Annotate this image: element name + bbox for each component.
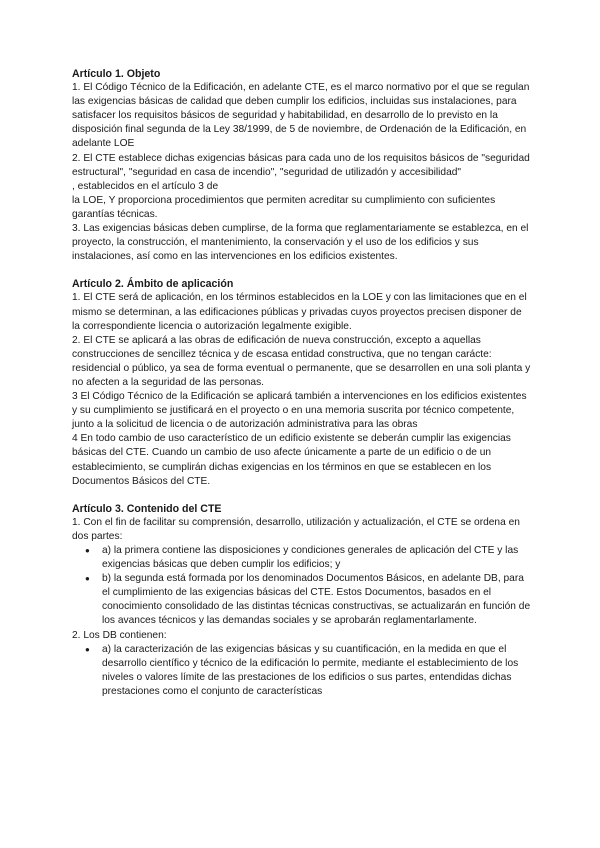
document-page	[72, 67, 532, 699]
article-3-db-list	[72, 643, 532, 699]
article-2-paragraph: 1. El CTE será de aplicación, en los términos establecidos en la LOE y con las limitaciones que en el mismo se determinan, a las edificaciones públicas y privadas cuyos proyectos precisen disponer de la correspondiente licencia o autorización legalmente exigible.	[72, 292, 527, 332]
article-3-title: Artículo 3. Contenido del CTE	[72, 502, 222, 515]
article-1-paragraph: 1. El Código Técnico de la Edificación, en adelante CTE, es el marco normativo por el que se regulan las exigencias básicas de calidad que deben cumplir los edificios, incluidas sus instalaciones, para satisfacer los requisitos básicos de seguridad y habitabilidad, en desarrollo de lo previsto en la disposición final segunda de la Ley 38/1999, de 5 de noviembre, de Ordenación de la Edificación, en adelante LOE	[72, 82, 530, 150]
article-1-title: Artículo 1. Objeto	[72, 68, 161, 80]
list-item: ● b) la segunda está formada por los denominados Documentos Básicos, en adelante DB, para el cumplimiento de las exigencias básicas del CTE. Estos Documentos, basados en el conocimiento consolidado de las distintas técnicas constructivas, se actualizarán en función de los avances técnicos y las demandas sociales y se aprobarán reglamentarlamente.	[102, 572, 532, 628]
article-1-paragraph: 3. Las exigencias básicas deben cumplirse, de la forma que reglamentariamente se establezca, en el proyecto, la construcción, el mantenimiento, la conservación y el uso de los edificios y sus instalaciones, así como en las intervenciones en los edificios existentes.	[72, 223, 529, 263]
list-item: ● a) la primera contiene las disposiciones y condiciones generales de aplicación del CTE y las exigencias básicas que deben cumplir los edificios; y	[102, 544, 532, 572]
article-1	[72, 67, 532, 264]
article-1-paragraph: , establecidos en el artículo 3 de	[72, 180, 219, 192]
article-3-intro: 1. Con el fin de facilitar su comprensión, desarrollo, utilización y actualización, el CTE se ordena en dos partes:	[72, 516, 520, 542]
article-2-paragraph: 4 En todo cambio de uso característico de un edificio existente se deberán cumplir las exigencias básicas del CTE. Cuando un cambio de uso afecte únicamente a parte de un edificio o de un establecimiento, se cumplirán dichas exigencias en los términos en que se establecen en los Documentos Básicos del CTE.	[72, 433, 511, 487]
article-3	[72, 502, 532, 699]
article-3-parts-list	[72, 544, 532, 629]
article-1-paragraph: 2. El CTE establece dichas exigencias básicas para cada uno de los requisitos básicos de "seguridad estructural", "seguridad en casa de incendio", "seguridad de utilizadón y accesibilidad"	[72, 152, 530, 178]
article-2-title: Artículo 2. Ámbito de aplicación	[72, 278, 234, 291]
article-3-db-intro: 2. Los DB contienen:	[72, 629, 167, 641]
article-2-paragraph: 3 El Código Técnico de la Edificación se aplicará también a intervenciones en los edificios existentes y su cumplimiento se justificará en el proyecto o en una memoria suscrita por técnico competente, junto a la solicitud de licencia o de autorización administrativa para las obras	[72, 391, 527, 431]
article-1-paragraph: la LOE, Y proporciona procedimientos que permiten acreditar su cumplimiento con suficientes garantías técnicas.	[72, 194, 496, 220]
article-2-paragraph: 2. El CTE se aplicará a las obras de edificación de nueva construcción, excepto a aquellas construcciones de sencillez técnica y de escasa entidad constructiva, que no tengan carácte: residencial o público, ya sea de forma eventual o permanente, que se desarrollen en una soli planta y no afecten a la seguridad de las personas.	[72, 334, 531, 388]
article-2	[72, 277, 532, 488]
list-item: ● a) la caracterización de las exigencias básicas y su cuantificación, en la medida en que el desarrollo científico y técnico de la edificación lo permite, mediante el establecimiento de los niveles o valores límite de las prestaciones de los edificios o sus partes, entendidas dichas prestaciones como el conjunto de características	[102, 643, 532, 699]
